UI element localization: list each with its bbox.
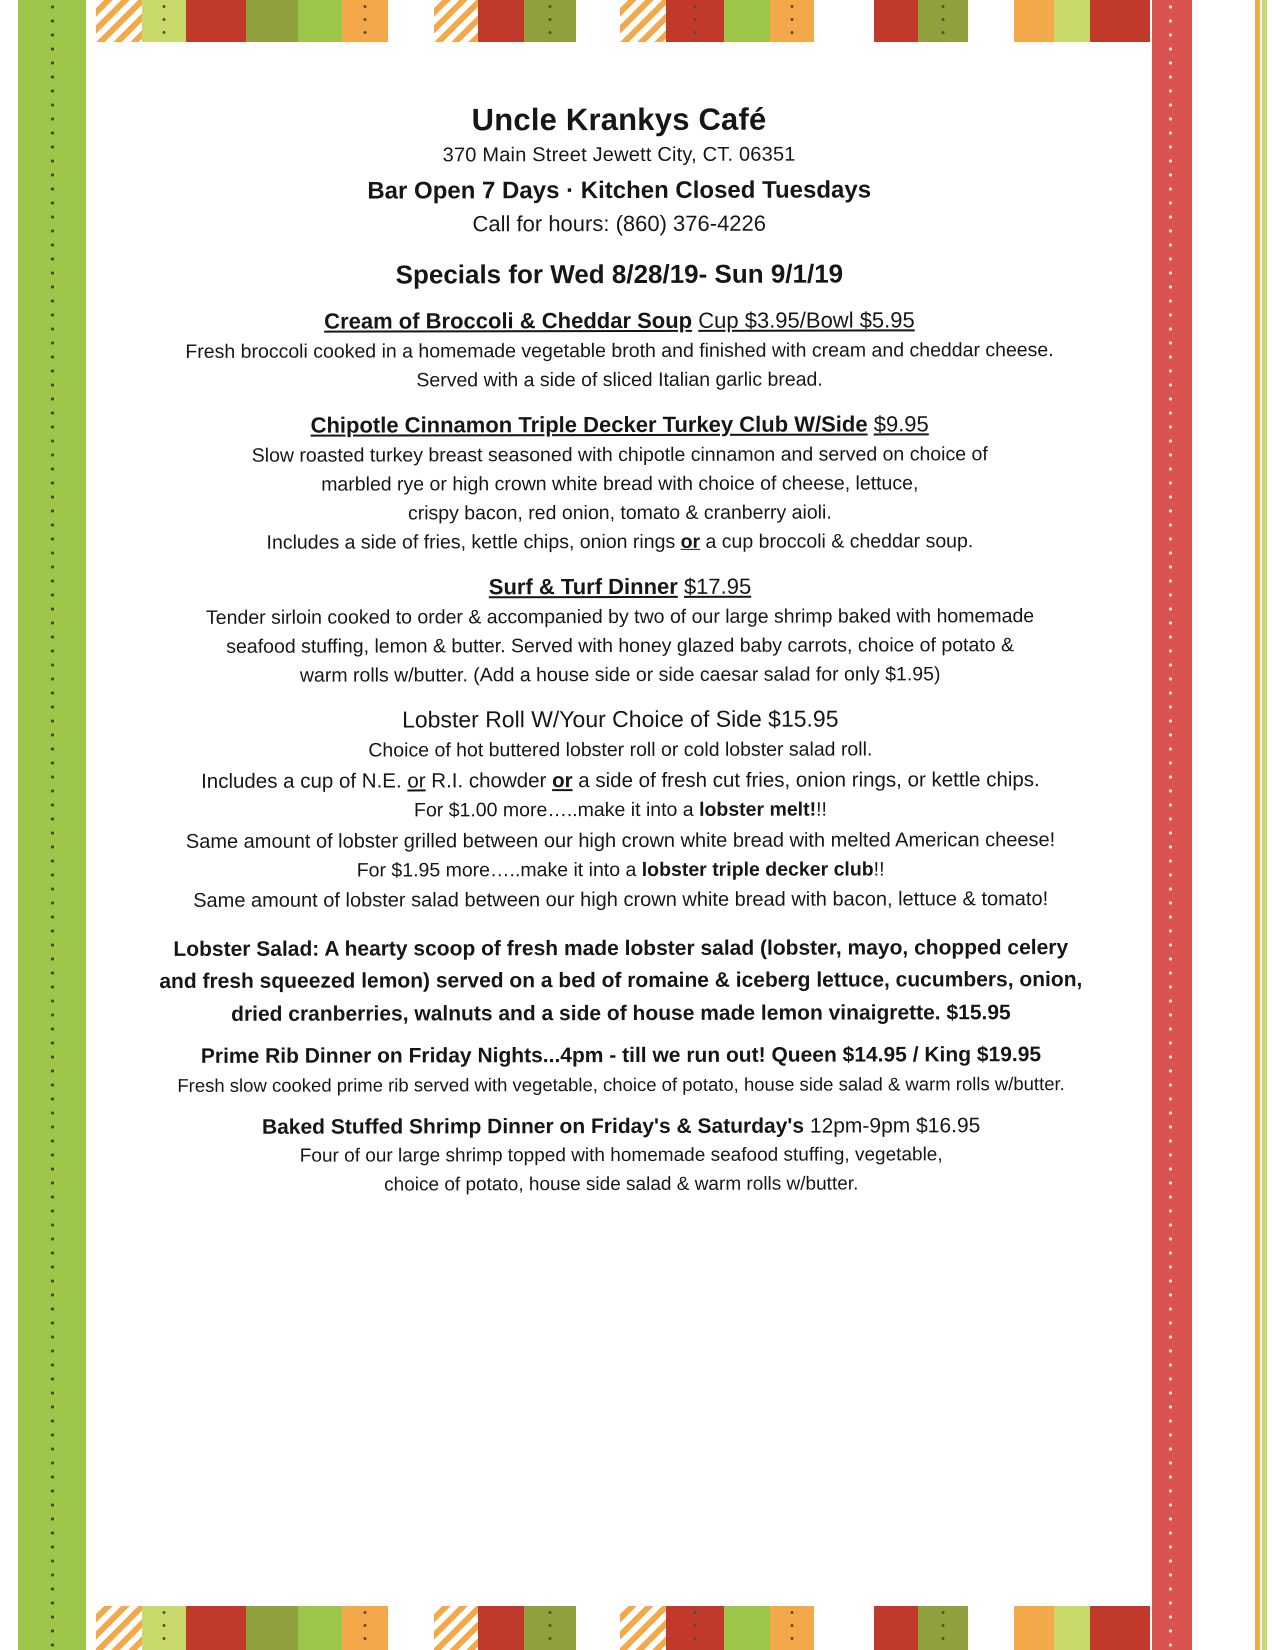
ribbon-block xyxy=(1054,0,1090,44)
menu-item-price: 12pm-9pm $16.95 xyxy=(809,1114,981,1138)
menu-item-turkey-club xyxy=(111,410,1129,558)
description-text: For $1.95 more…..make it into a xyxy=(356,858,642,882)
top-decorative-border xyxy=(0,0,1180,44)
menu-item-name: Chipotle Cinnamon Triple Decker Turkey Club W/Side xyxy=(310,410,868,438)
menu-item-name: Baked Stuffed Shrimp Dinner on Friday's & Saturday's xyxy=(261,1114,805,1139)
description-line: Same amount of lobster grilled between our high crown white bread with melted American cheese! xyxy=(185,828,1056,853)
menu-item-name: Surf & Turf Dinner xyxy=(488,573,678,599)
description-line: Fresh slow cooked prime rib served with vegetable, choice of potato, house side salad & warm rolls w/butter. xyxy=(177,1073,1065,1097)
ribbon-block xyxy=(186,0,246,44)
ribbon-block xyxy=(1014,1606,1054,1650)
dotted-line xyxy=(941,1606,945,1650)
emphasis-lobster-melt: lobster melt! xyxy=(699,798,817,822)
description-line: dried cranberries, walnuts and a side of house made lemon vinaigrette. $15.95 xyxy=(231,1001,1011,1026)
ribbon-block xyxy=(342,0,388,44)
menu-item-soup xyxy=(110,307,1128,397)
description-line xyxy=(111,795,1129,826)
description-line: Lobster Salad: A hearty scoop of fresh made lobster salad (lobster, mayo, chopped celery xyxy=(173,935,1069,961)
ribbon-block-zigzag xyxy=(434,0,478,44)
ribbon-block xyxy=(478,1606,524,1650)
dotted-line xyxy=(790,1606,794,1650)
specials-heading: Specials for Wed 8/28/19- Sun 9/1/19 xyxy=(395,258,844,290)
description-line: Served with a side of sliced Italian garlic bread. xyxy=(416,368,823,392)
dotted-line xyxy=(790,0,794,44)
dotted-line xyxy=(363,1606,367,1650)
left-dotted-line xyxy=(50,0,55,1650)
description-line: Slow roasted turkey breast seasoned with chipotle cinnamon and served on choice of xyxy=(251,442,988,467)
description-line: Tender sirloin cooked to order & accompanied by two of our large shrimp baked with homemade xyxy=(205,604,1035,629)
ribbon-blocks-top xyxy=(0,0,1180,44)
description-text: !! xyxy=(816,798,827,821)
zigzag-pattern xyxy=(96,0,142,44)
description-text: Includes a side of fries, kettle chips, onion rings xyxy=(266,531,681,554)
ribbon-block xyxy=(524,0,576,44)
menu-item-description xyxy=(111,735,1129,916)
dotted-line xyxy=(363,0,367,44)
ribbon-block xyxy=(770,1606,814,1650)
description-text: R.I. chowder xyxy=(425,768,553,792)
ribbon-block xyxy=(524,1606,576,1650)
menu-item-name: Cream of Broccoli & Cheddar Soup xyxy=(324,307,693,334)
description-line xyxy=(111,527,1129,558)
ribbon-block xyxy=(1090,0,1150,44)
ribbon-block xyxy=(142,1606,186,1650)
ribbon-block xyxy=(186,1606,246,1650)
ribbon-block xyxy=(388,0,434,44)
menu-item-price: $17.95 xyxy=(683,573,752,599)
menu-item-heading xyxy=(111,410,1129,438)
ribbon-block xyxy=(246,1606,298,1650)
menu-item-price: $9.95 xyxy=(873,410,929,436)
description-text: !! xyxy=(873,857,885,880)
ribbon-block xyxy=(770,0,814,44)
ribbon-block xyxy=(968,1606,1014,1650)
ribbon-block xyxy=(388,1606,434,1650)
zigzag-pattern xyxy=(96,1606,142,1650)
ribbon-block xyxy=(1054,1606,1090,1650)
menu-item-heading xyxy=(110,307,1128,335)
ribbon-block xyxy=(1090,1606,1150,1650)
description-line: Four of our large shrimp topped with homemade seafood stuffing, vegetable, xyxy=(299,1144,943,1167)
ribbon-block xyxy=(918,1606,968,1650)
ribbon-block-zigzag xyxy=(620,1606,666,1650)
ribbon-block xyxy=(576,0,620,44)
ribbon-block xyxy=(298,1606,342,1650)
menu-item-name: Lobster Roll W/Your Choice of Side xyxy=(402,705,762,733)
menu-item-description xyxy=(111,439,1129,558)
address-line: 370 Main Street Jewett City, CT. 06351 xyxy=(442,143,796,167)
emphasis-or: or xyxy=(552,768,573,792)
ribbon-block-zigzag xyxy=(96,1606,142,1650)
ribbon-block xyxy=(874,1606,918,1650)
menu-item-lobster-salad xyxy=(112,932,1130,1032)
ribbon-block-zigzag xyxy=(96,0,142,44)
ribbon-block xyxy=(1014,0,1054,44)
ribbon-block xyxy=(918,0,968,44)
description-line xyxy=(112,854,1130,885)
description-line: Choice of hot buttered lobster roll or cold lobster salad roll. xyxy=(368,738,873,762)
menu-item-description xyxy=(111,601,1129,691)
description-line xyxy=(111,764,1129,797)
ribbon-block xyxy=(724,1606,770,1650)
ribbon-block xyxy=(142,0,186,44)
menu-sheet xyxy=(86,42,1152,1518)
description-text: Includes a cup of N.E. xyxy=(201,768,408,793)
ribbon-block xyxy=(724,0,770,44)
ribbon-blocks-bottom xyxy=(0,1606,1180,1650)
ribbon-block xyxy=(246,0,298,44)
menu-item-surf-and-turf xyxy=(111,572,1129,691)
dotted-line xyxy=(941,0,945,44)
description-text: a cup broccoli & cheddar soup. xyxy=(700,530,974,554)
menu-item-lobster-roll xyxy=(111,705,1129,916)
dotted-line xyxy=(548,1606,552,1650)
ribbon-block-zigzag xyxy=(620,0,666,44)
menu-item-price: Cup $3.95/Bowl $5.95 xyxy=(698,307,915,333)
page-title: Uncle Krankys Café xyxy=(471,101,767,138)
ribbon-block xyxy=(814,1606,874,1650)
left-margin xyxy=(0,0,18,1650)
description-line: Same amount of lobster salad between our high crown white bread with bacon, lettuce & tomato! xyxy=(193,887,1049,912)
menu-item-heading xyxy=(112,1114,1130,1140)
description-line: seafood stuffing, lemon & butter. Served with honey glazed baby carrots, choice of potato & xyxy=(226,633,1015,658)
zigzag-pattern xyxy=(620,0,666,44)
emphasis-or: or xyxy=(680,531,701,554)
dotted-line xyxy=(162,0,166,44)
zigzag-pattern xyxy=(434,0,478,44)
menu-item-prime-rib xyxy=(112,1043,1130,1100)
description-line: and fresh squeezed lemon) served on a bed of romaine & iceberg lettuce, cucumbers, onion, xyxy=(159,968,1083,994)
ribbon-block-zigzag xyxy=(434,1606,478,1650)
description-line: choice of potato, house side salad & warm rolls w/butter. xyxy=(384,1173,859,1196)
menu-item-baked-stuffed-shrimp xyxy=(112,1114,1130,1200)
dotted-line xyxy=(693,1606,697,1650)
hours-line: Bar Open 7 Days · Kitchen Closed Tuesdays xyxy=(367,176,872,205)
bottom-decorative-border xyxy=(0,1606,1180,1650)
ribbon-block xyxy=(576,1606,620,1650)
ribbon-block xyxy=(342,1606,388,1650)
emphasis-or: or xyxy=(407,768,426,792)
menu-item-description xyxy=(112,1070,1130,1100)
ribbon-block xyxy=(666,0,724,44)
description-line: marbled rye or high crown white bread with choice of cheese, lettuce, xyxy=(321,472,919,496)
phone-line: Call for hours: (860) 376-4226 xyxy=(472,210,767,237)
ribbon-block xyxy=(814,0,874,44)
ribbon-block xyxy=(478,0,524,44)
menu-item-description xyxy=(112,1141,1130,1200)
description-line: Fresh broccoli cooked in a homemade vegetable broth and finished with cream and cheddar cheese. xyxy=(185,339,1054,363)
right-dotted-line xyxy=(1168,0,1173,1650)
emphasis-lobster-triple-decker: lobster triple decker club xyxy=(641,857,874,881)
ribbon-block xyxy=(666,1606,724,1650)
menu-item-price: ...4pm - till we run out! Queen $14.95 / King $19.95 xyxy=(542,1043,1042,1068)
ribbon-block xyxy=(968,0,1014,44)
description-line: crispy bacon, red onion, tomato & cranberry aioli. xyxy=(407,501,832,525)
menu-item-heading xyxy=(112,1043,1130,1069)
description-text: For $1.00 more…..make it into a xyxy=(413,799,700,822)
scan-edge-stripes xyxy=(1253,0,1275,1650)
dotted-line xyxy=(693,0,697,44)
zigzag-pattern xyxy=(620,1606,666,1650)
menu-item-description xyxy=(110,336,1128,397)
ribbon-block xyxy=(874,0,918,44)
menu-item-price: $15.95 xyxy=(768,705,839,732)
description-text: a side of fresh cut fries, onion rings, or kettle chips. xyxy=(572,767,1040,792)
ribbon-block xyxy=(298,0,342,44)
menu-item-name: Prime Rib Dinner on Friday Nights xyxy=(200,1044,543,1069)
dotted-line xyxy=(548,0,552,44)
zigzag-pattern xyxy=(434,1606,478,1650)
dotted-line xyxy=(162,1606,166,1650)
menu-item-heading xyxy=(111,572,1129,600)
description-line: warm rolls w/butter. (Add a house side or side caesar salad for only $1.95) xyxy=(299,663,941,687)
menu-item-heading xyxy=(111,705,1129,734)
